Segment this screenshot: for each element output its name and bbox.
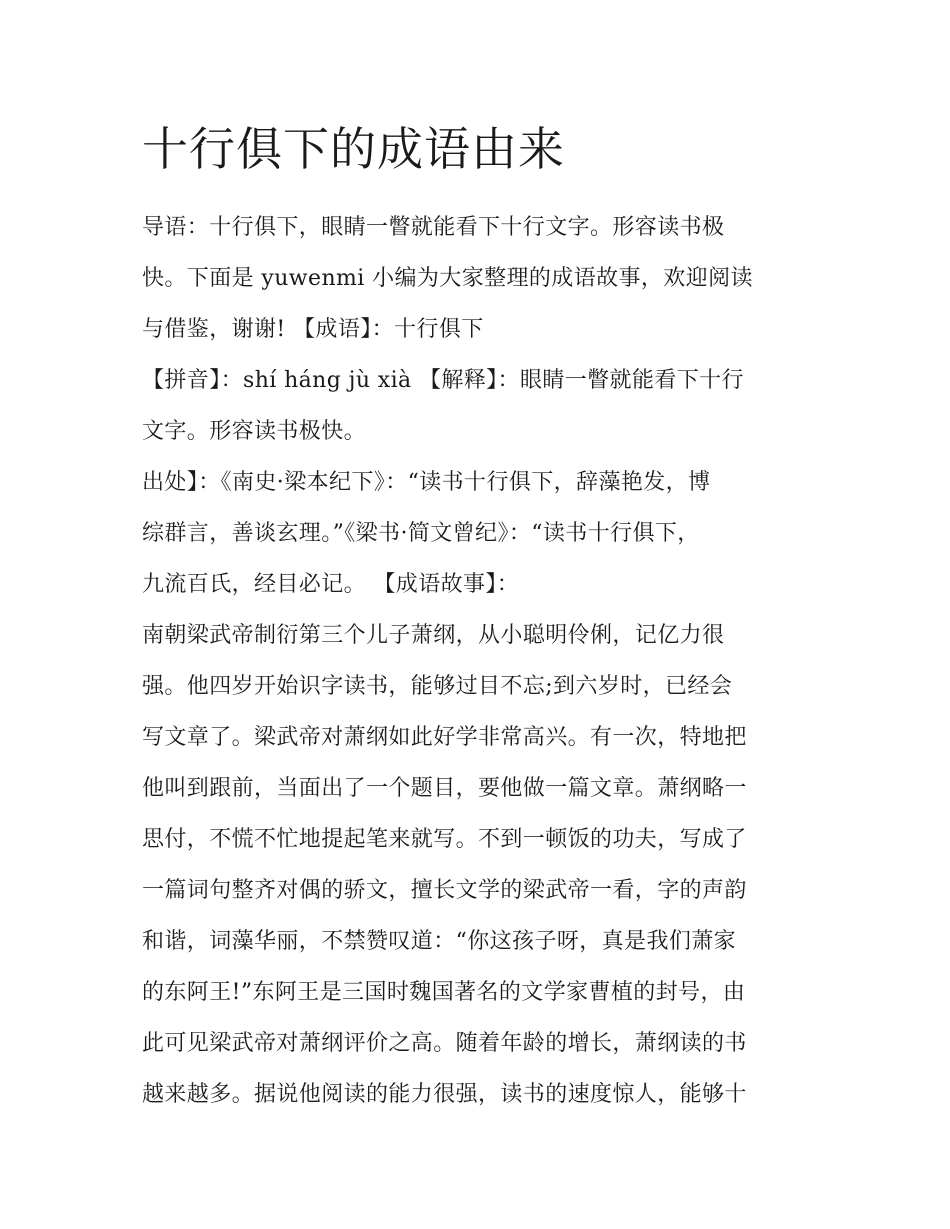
body-line: 综群言，善谈玄理。”《梁书·简文曾纪》：“读书十行俱下， [142,521,700,546]
body-line: 出处】：《南史·梁本纪下》：“读书十行俱下，辞藻艳发，博 [142,470,711,495]
body-line: 和谐，词藻华丽，不禁赞叹道：“你这孩子呀，真是我们萧家 [142,929,737,954]
document-page [142,118,818,1120]
body-line: 南朝梁武帝制衍第三个儿子萧纲，从小聪明伶俐，记亿力很 [142,623,725,648]
body-line: 九流百氏，经目必记。 【成语故事】： [142,572,520,597]
body-line: 此可见梁武帝对萧纲评价之高。随着年龄的增长，萧纲读的书 [142,1031,747,1056]
body-line: 快。下面是 yuwenmi 小编为大家整理的成语故事，欢迎阅读 [142,266,753,291]
body-line: 一篇词句整齐对偶的骄文，擅长文学的梁武帝一看，字的声韵 [142,878,747,903]
body-line: 与借鉴，谢谢! 【成语】：十行俱下 [142,317,484,342]
body-line: 思付，不慌不忙地提起笔来就写。不到一顿饭的功夫，写成了 [142,827,747,852]
body-line: 文字。形容读书极快。 [142,419,367,444]
body-line: 越来越多。据说他阅读的能力很强，读书的速度惊人，能够十 [142,1082,747,1107]
body-line: 他叫到跟前，当面出了一个题目，要他做一篇文章。萧纲略一 [142,776,747,801]
body-line: 导语：十行俱下，眼睛一瞥就能看下十行文字。形容读书极 [142,215,725,240]
body-line: 的东阿王!”东阿王是三国时魏国著名的文学家曹植的封号，由 [142,980,746,1005]
document-body [142,202,818,1120]
body-line: 写文章了。梁武帝对萧纲如此好学非常高兴。有一次，特地把 [142,725,747,750]
body-line: 强。他四岁开始识字读书，能够过目不忘;到六岁时，已经会 [142,674,733,699]
body-line: 【拼音】：shí háng jù xià 【解释】：眼睛一瞥就能看下十行 [142,368,744,393]
document-title: 十行俱下的成语由来 [142,122,565,176]
